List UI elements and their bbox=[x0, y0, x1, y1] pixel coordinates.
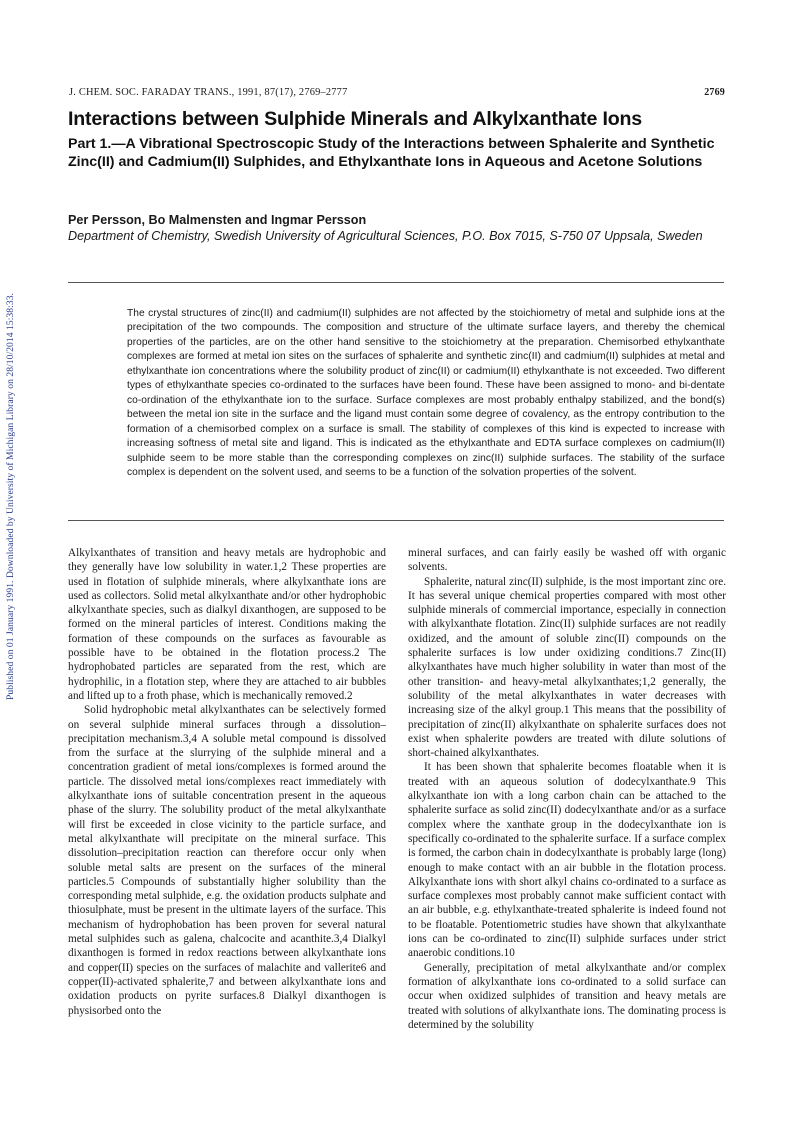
paragraph: It has been shown that sphalerite becomes floatable when it is treated with an aqueous solution of dodecylxanthate.9 This alkylxanthate ion with a long carbon chain can be attached to the sphalerite surface as solid zinc(II) dodecylxanthate and/or as a surface complex where the xanthate group in the dodecylxanthate ion is specifically co-ordinated to the sphalerite surface. If a surface complex is formed, the carbon chain in dodecylxanthate is probably large (long) enough to make contact with an air bubble in the flotation process. Alkylxanthate ions with short alkyl chains co-ordinated to a surface as surface complexes most probably cannot make sufficient contact with an air bubble, e.g. ethylxanthate-treated sphalerite is indeed found not to be floatable. Potentiometric studies have shown that alkylxanthate ions can be co-ordinated to zinc(II) sulphide surfaces under strict anaerobic conditions.10 bbox=[408, 761, 726, 960]
paragraph: Solid hydrophobic metal alkylxanthates can be selectively formed on several sulphide mineral surfaces through a dissolution–precipitation mechanism.3,4 A soluble metal compound is dissolved from the surface at the slurrying of the sulphide mineral and a concentration gradient of metal ions/complexes is formed around the particle. The dissolved metal ions/complexes react immediately with alkylxanthate ions of suitable concentration present in the aqueous phase of the slurry. The solubility product of the metal alkylxanthate will first be exceeded in close vicinity to the particle surface, and metal alkylxanthate will precipitate on the mineral surface. This dissolution–precipitation reaction can therefore occur only when soluble metal salts are present on the surfaces of the mineral particles.5 Compounds of substantially higher solubility than the corresponding metal sulphide, e.g. the oxidation products sulphate and thiosulphate, must be present in the ultimate layers of the surface. This mechanism of hydrophobation has been proven for several natural metal sulphides such as galena, chalcocite and acanthite.3,4 Dialkyl dixanthogen is formed in redox reactions between alkylxanthate ions and copper(II) species on the surfaces of malachite and vallerite6 and copper(II)-activated sphalerite,7 and between alkylxanthate ions and oxidation products on pyrite surfaces.8 Dialkyl dixanthogen is physisorbed onto the bbox=[68, 704, 386, 1017]
download-watermark bbox=[3, 200, 19, 700]
article-title: Interactions between Sulphide Minerals and Alkylxanthate Ions bbox=[68, 108, 642, 130]
paragraph: Sphalerite, natural zinc(II) sulphide, is the most important zinc ore. It has several unique chemical properties compared with most other sulphide minerals of commercial importance, especially in connection with alkylxanthate flotation. Zinc(II) sulphide surfaces are not readily oxidized, and the amount of soluble zinc(II) compounds on the sphalerite surfaces is low under oxidizing conditions.7 Zinc(II) alkylxanthates have much higher solubility in water than most of the other transition- and heavy-metal alkylxanthates;1,2 generally, the solubility of the metal alkylxanthates in water decreases with increasing size of the alkyl group.1 This means that the possibility of precipitation of zinc(II) alkylxanthate on sphalerite surfaces does not exist when sphalerite powders are treated with dilute solutions of short-chained alkylxanthates. bbox=[408, 575, 726, 760]
paragraph: Alkylxanthates of transition and heavy metals are hydrophobic and they generally have low solubility in water.1,2 These properties are used in flotation of sulphide minerals, where alkylxanthate ions are used as collectors. Solid metal alkylxanthate and/or other hydrophobic alkylxanthate species, such as dialkyl dixanthogen, are supposed to be formed on the mineral particles of interest. Conditions making the formation of these compounds on the surfaces as favourable as possible have to be obtained in the flotation process.2 The hydrophobated particles are separated from the rest, which are hydrophilic, in a flotation step, where they are attached to air bubbles and lifted up to a froth phase, which is mechanically removed.2 bbox=[68, 547, 386, 702]
body-column-left bbox=[68, 546, 386, 1018]
article-subtitle: Part 1.—A Vibrational Spectroscopic Study of the Interactions between Sphalerite and Synthetic Zinc(II) and Cadmium(II) Sulphides, and Ethylxanthate Ions in Aqueous and Acetone Solutions bbox=[68, 136, 715, 170]
abstract-bottom-rule bbox=[68, 520, 724, 521]
journal-citation: J. CHEM. SOC. FARADAY TRANS., 1991, 87(17), 2769–2777 bbox=[69, 87, 348, 98]
abstract: The crystal structures of zinc(II) and cadmium(II) sulphides are not affected by the stoichiometry of metal and sulphide ions at the precipitation of the two compounds. The composition and structure of the ultimate surface layers, and thereby the chemical properties of the particles, are on the other hand sensitive to the stoichiometry at the preparation. Chemisorbed ethylxanthate complexes are formed at metal ion sites on the surfaces of sphalerite and synthetic zinc(II) and cadmium(II) sulphides at metal and ethylxanthate ion concentrations where the solubility product of zinc(II) or cadmium(II) ethylxanthate is not exceeded. Two different types of ethylxanthate species co-ordinated to the surfaces have been found. These have been assigned to mono- and bi-dentate co-ordination of the ethylxanthate ion to the surface. Surface complexes are most probably enthalpy stabilized, and the bond(s) between the metal ion site in the surface and the ligand must contain some degree of covalency, as the entropy contribution to the formation of a chemisorbed complex on a surface is small. The stability of complexes of this kind is expected to increase with increasing softness of metal site and ligand. This is indicated as the ethylxanthate and EDTA surface complexes on cadmium(II) sulphide seem to be more stable than the corresponding complexes on zinc(II) sulphide surfaces. The stability of the surface complex is dependent on the solvent used, and seems to be a function of the solvation properties of the solvent. bbox=[127, 308, 725, 478]
paragraph: mineral surfaces, and can fairly easily be washed off with organic solvents. bbox=[408, 547, 726, 574]
running-header bbox=[69, 87, 725, 101]
paragraph: Generally, precipitation of metal alkylxanthate and/or complex formation of alkylxanthate ions co-ordinated to a solid surface can occur when oxidized sulphides of transition and heavy metals are treated with solutions of alkylxanthate ions. The dominating process is determined by the solubility bbox=[408, 961, 726, 1031]
body-column-right bbox=[408, 546, 726, 1032]
abstract-top-rule bbox=[68, 282, 724, 283]
page-number: 2769 bbox=[704, 87, 725, 98]
author-list: Per Persson, Bo Malmensten and Ingmar Persson bbox=[68, 213, 367, 227]
download-watermark-text: Published on 01 January 1991. Downloaded by University of Michigan Library on 28/10/2014 15:38:33. bbox=[5, 293, 16, 700]
author-affiliation: Department of Chemistry, Swedish University of Agricultural Sciences, P.O. Box 7015, S-750 07 Uppsala, Sweden bbox=[68, 229, 703, 243]
